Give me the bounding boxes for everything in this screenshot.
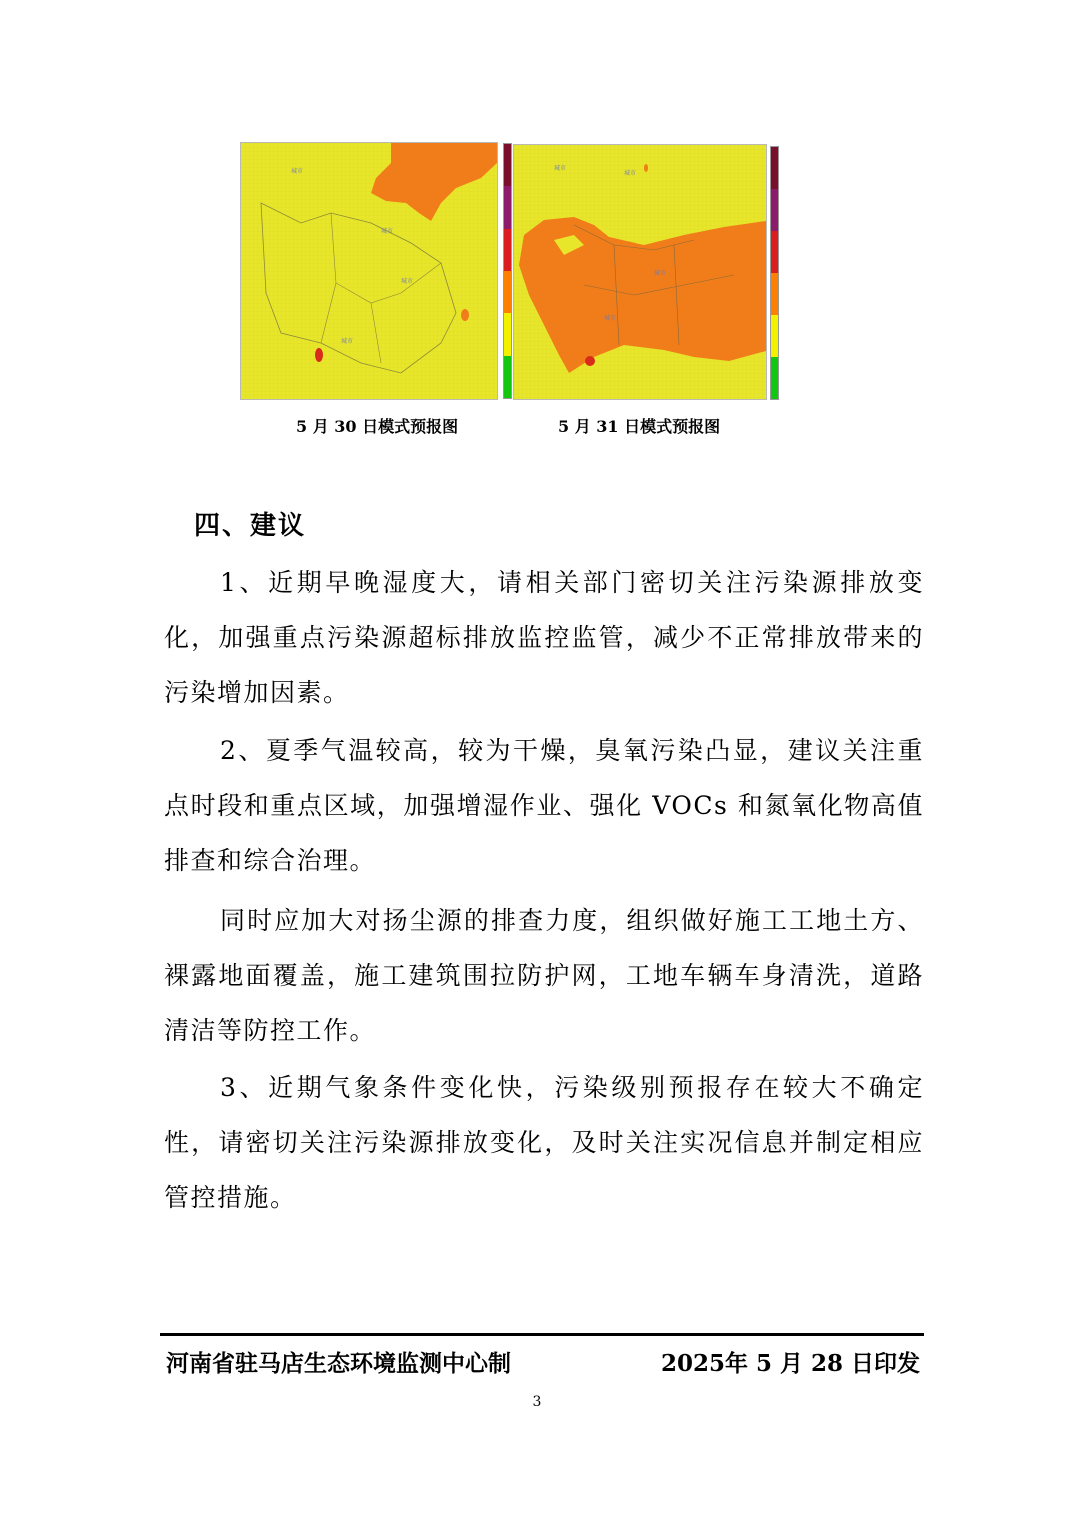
colorbar-segment	[771, 231, 778, 273]
colorbar-segment	[504, 144, 511, 186]
forecast-map-may-31	[513, 144, 767, 400]
svg-text:城市: 城市	[554, 165, 567, 172]
recommendation-paragraph-4: 3、近期气象条件变化快，污染级别预报存在较大不确定性，请密切关注污染源排放变化，及时关注实况信息并制定相应管控措施。	[164, 1073, 924, 1212]
svg-text:城市: 城市	[654, 270, 667, 277]
recommendation-paragraph-1: 1、近期早晚湿度大，请相关部门密切关注污染源排放变化，加强重点污染源超标排放监控监管，减少不正常排放带来的污染增加因素。	[164, 568, 924, 707]
issuer-text: 河南省驻马店生态环境监测中心制	[166, 1350, 511, 1377]
map-right-graphic	[514, 145, 766, 399]
colorbar-segment	[504, 271, 511, 313]
footer-divider	[160, 1333, 924, 1336]
svg-text:城市: 城市	[381, 228, 394, 235]
page-number: 3	[532, 1394, 542, 1410]
svg-text:城市: 城市	[341, 338, 354, 345]
colorbar-left	[503, 143, 512, 399]
colorbar-segment	[771, 189, 778, 231]
figure-caption-may-30: 5 月 30 日模式预报图	[296, 417, 459, 436]
svg-text:城市: 城市	[401, 278, 414, 285]
colorbar-segment	[504, 229, 511, 271]
colorbar-segment	[504, 356, 511, 398]
map-left-graphic	[241, 143, 497, 399]
issue-date-text: 2025年 5 月 28 日印发	[661, 1350, 921, 1377]
figure-caption-may-31: 5 月 31 日模式预报图	[558, 417, 721, 436]
svg-text:城市: 城市	[604, 315, 617, 322]
forecast-map-may-30	[240, 142, 498, 400]
colorbar-segment	[504, 313, 511, 355]
recommendation-paragraph-2: 2、夏季气温较高，较为干燥，臭氧污染凸显，建议关注重点时段和重点区域，加强增湿作业、强化 VOCs 和氮氧化物高值排查和综合治理。	[164, 736, 924, 875]
moderate-spot	[585, 356, 595, 366]
svg-text:城市: 城市	[291, 168, 304, 175]
colorbar-segment	[771, 147, 778, 189]
colorbar-segment	[771, 273, 778, 315]
colorbar-segment	[504, 186, 511, 228]
colorbar-right	[770, 146, 779, 400]
section-heading: 四、建议	[194, 511, 307, 541]
svg-text:城市: 城市	[624, 170, 637, 177]
colorbar-segment	[771, 357, 778, 399]
moderate-spot	[315, 348, 323, 362]
colorbar-segment	[771, 315, 778, 357]
light-spot	[461, 309, 469, 321]
recommendation-paragraph-3: 同时应加大对扬尘源的排查力度，组织做好施工工地土方、裸露地面覆盖，施工建筑围拉防护网，工地车辆车身清洗，道路清洁等防控工作。	[164, 906, 924, 1045]
